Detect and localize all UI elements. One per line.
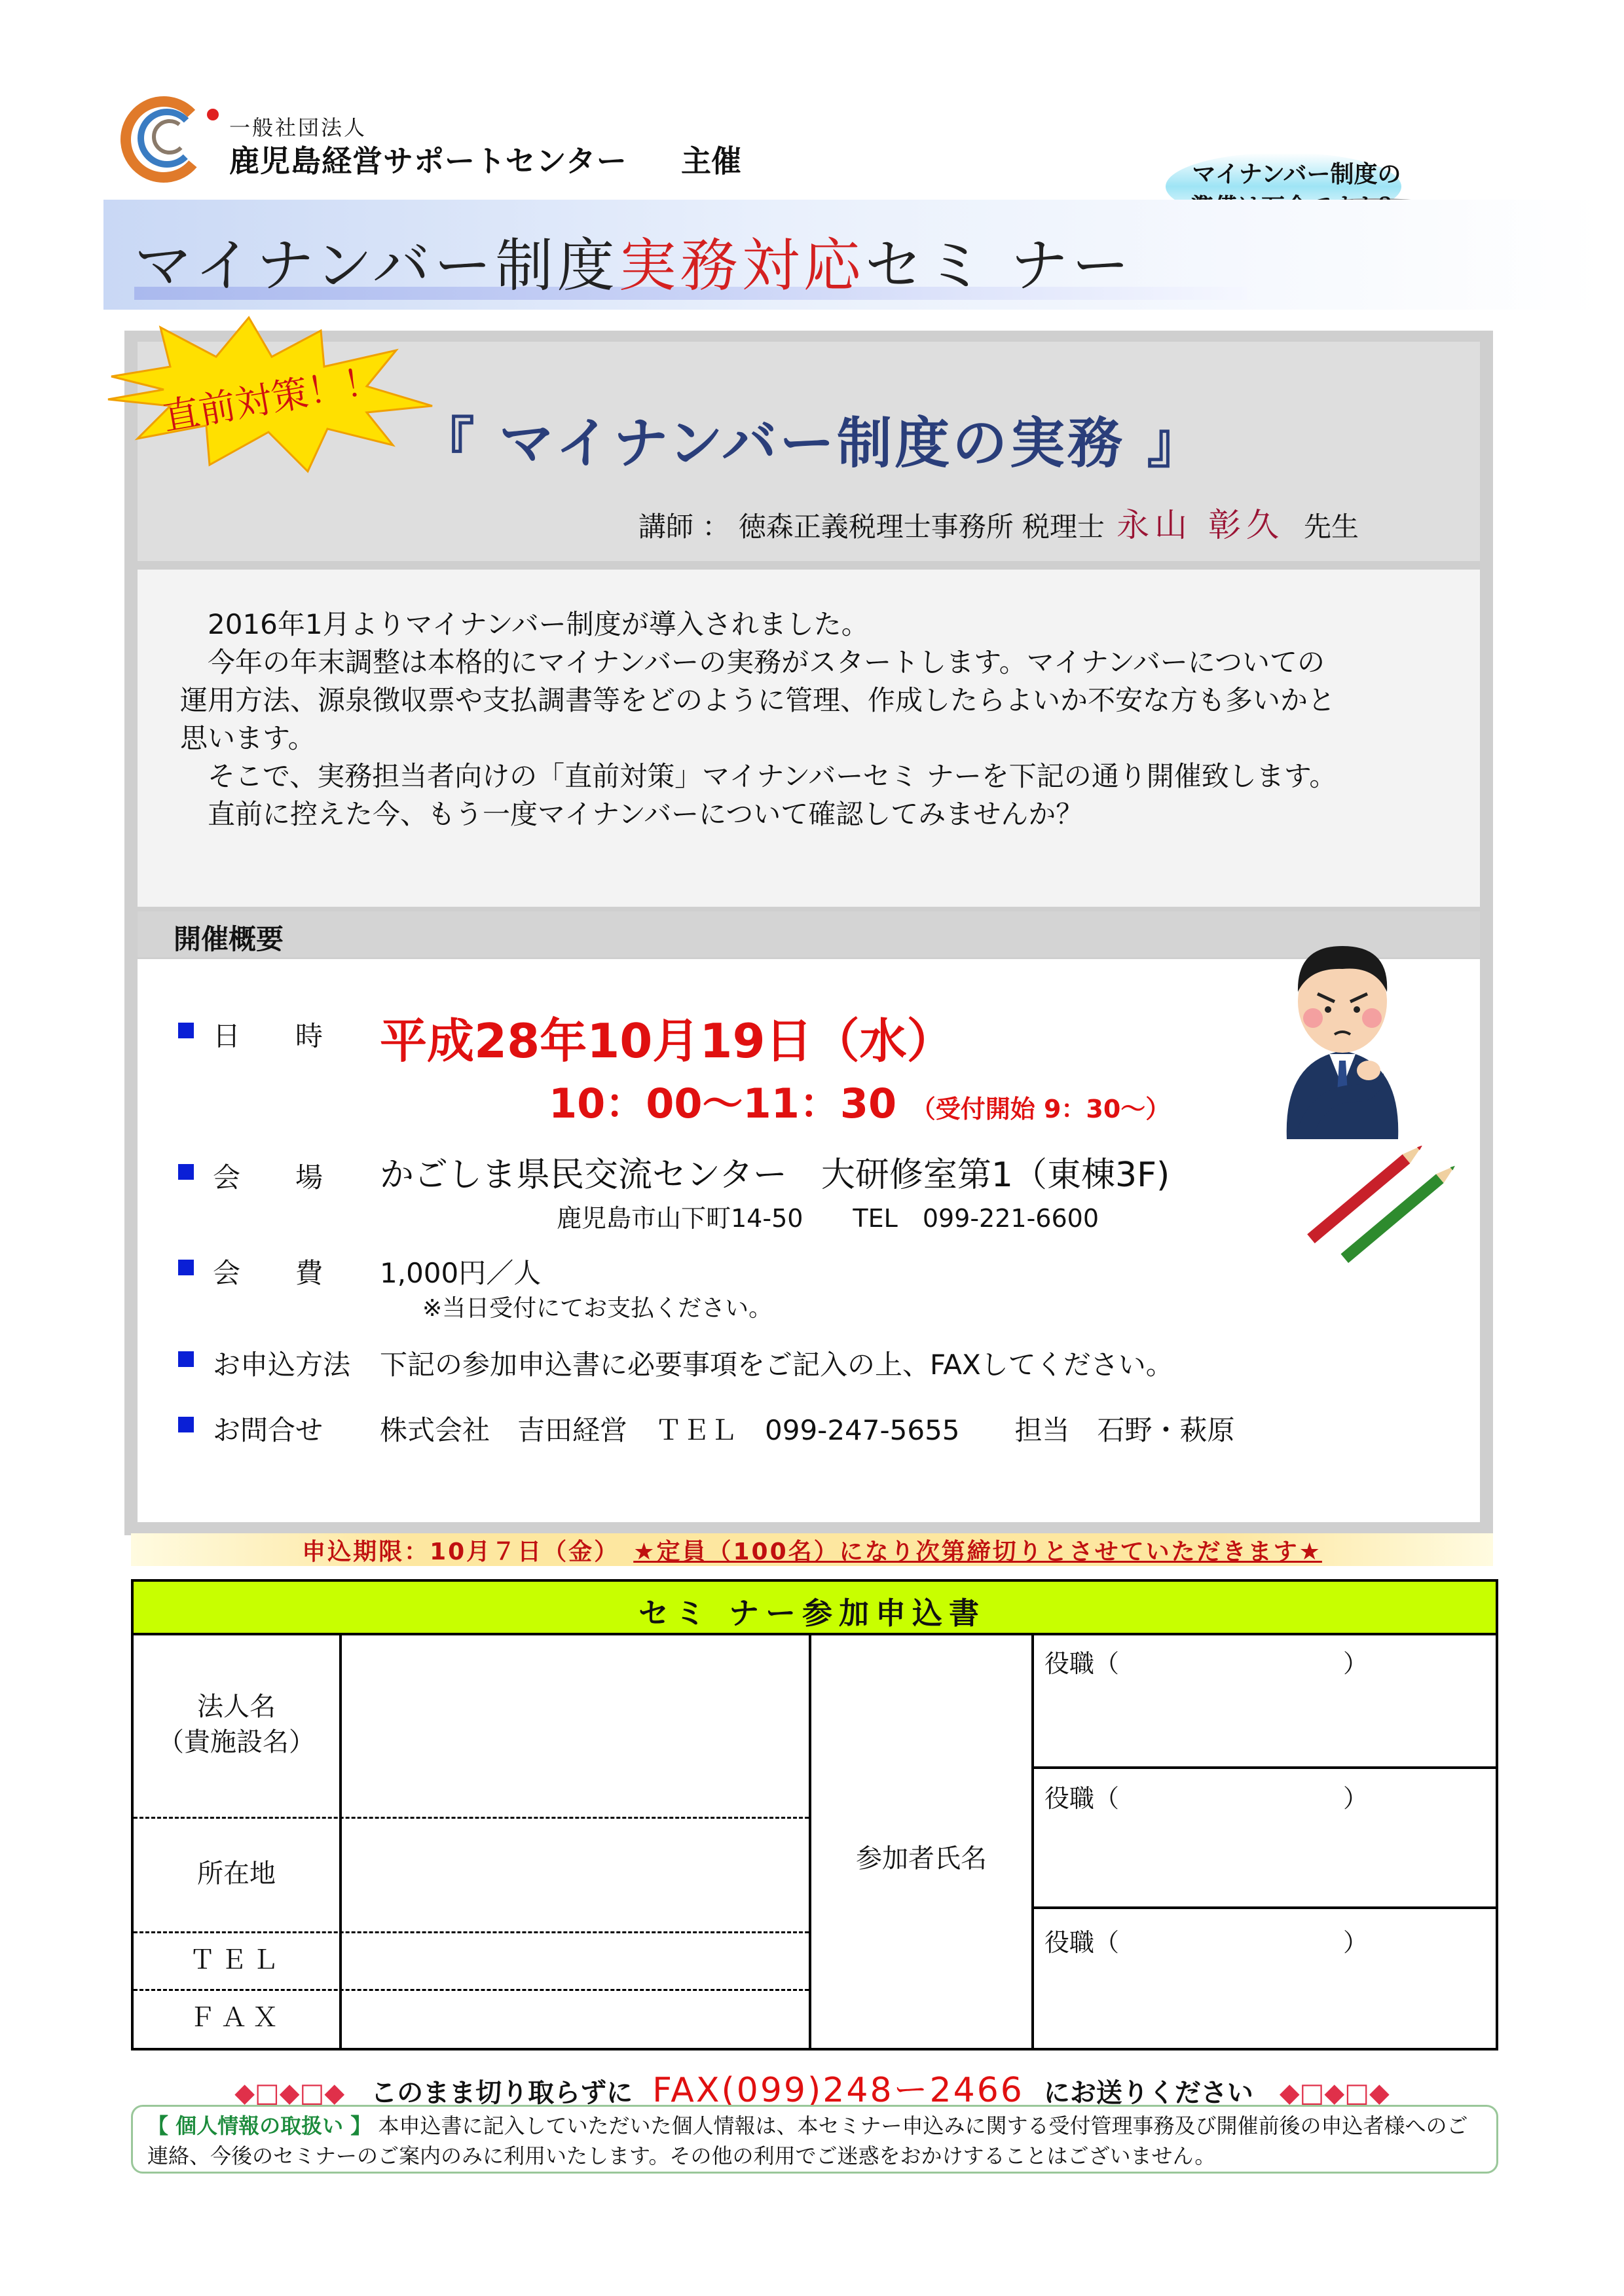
banner-title-part2: セミ ナー <box>864 232 1134 299</box>
corp-name-label <box>134 1689 339 1760</box>
fee-label: 会 費 <box>213 1257 323 1289</box>
position-3-label: 役職（ ） <box>1044 1928 1369 1957</box>
fax-text-1: このまま切り取らずに <box>371 2078 633 2108</box>
burst-text: 直前対策！！ <box>159 359 384 439</box>
lecturer-suffix: 先生 <box>1303 511 1359 543</box>
banner-title <box>134 220 1134 302</box>
bullet-square-icon <box>178 1260 194 1275</box>
venue-address: 鹿児島市山下町14-50 TEL 099-221-6600 <box>557 1204 1099 1233</box>
tel-field[interactable] <box>342 1934 807 1988</box>
privacy-heading: 【 個人情報の取扱い 】 <box>147 2113 372 2138</box>
organizer-prefix: 一般社団法人 <box>229 115 367 140</box>
venue-name: かごしま県民交流センター 大研修室第1（東棟3F) <box>380 1156 1170 1195</box>
outline-heading: 開催概要 <box>174 923 284 955</box>
bullet-square-icon <box>178 1023 194 1038</box>
privacy-text: 本申込書に記入していただいた個人情報は、本セミナー申込みに関する受付管理事務及び開催前後の申込者様へのご連絡、今後のセミナーのご案内のみに利用いたします。その他の利用でご迷惑をおかけすることはございません。 <box>147 2113 1468 2168</box>
contact-info: 株式会社 吉田経営 ＴＥＬ 099-247-5655 担当 石野・萩原 <box>380 1414 1235 1446</box>
privacy-notice <box>147 2111 1483 2171</box>
form-dashed-divider <box>134 1989 809 1991</box>
seminar-title: 『 マイナンバー制度の実務 』 <box>419 411 1205 475</box>
deco-right: ◆□◆□◆ <box>1279 2078 1390 2108</box>
address-label: 所在地 <box>197 1859 276 1889</box>
fax-field[interactable] <box>342 1992 807 2048</box>
banner-title-highlight: 実務対応 <box>618 232 865 299</box>
position-1-label: 役職（ ） <box>1044 1649 1369 1678</box>
event-time: 10：00〜11：30 <box>549 1080 897 1127</box>
fax-number: FAX(099)248ー2466 <box>652 2071 1024 2110</box>
form-dashed-divider <box>134 1931 809 1933</box>
organizer-name: 鹿児島経営サポートセンター <box>229 143 627 179</box>
participant-3-field[interactable] <box>1034 1909 1496 2048</box>
venue-label: 会 場 <box>213 1161 323 1194</box>
intro-line-2: 今年の年末調整は本格的にマイナンバーの実務がスタートします。マイナンバーについての <box>208 646 1325 678</box>
pencils-illustration <box>1300 1146 1464 1267</box>
corp-name-text: 法人名 <box>197 1692 276 1722</box>
lecturer-label: 講師 ： 徳森正義税理士事務所 税理士 <box>638 511 1105 543</box>
intro-text <box>180 606 1457 833</box>
callout-line-1: マイナンバー制度の <box>1192 161 1401 188</box>
form-title: セミ ナー参加申込書 <box>638 1595 986 1631</box>
tel-label: ＴＥＬ <box>189 1945 284 1975</box>
organizer-role: 主催 <box>681 143 741 179</box>
deco-left: ◆□◆□◆ <box>234 2078 345 2108</box>
participant-2-field[interactable] <box>1034 1769 1496 1905</box>
lecturer-line <box>638 499 1359 546</box>
corp-name-sub: （貴施設名） <box>158 1727 315 1757</box>
intro-line-5: そこで、実務担当者向けの「直前対策」マイナンバーセミ ナーを下記の通り開催致します。 <box>208 760 1337 792</box>
deadline-capacity: ★定員（100名）になり次第締切りとさせていただきます★ <box>633 1539 1322 1565</box>
organizer-logo <box>115 88 226 187</box>
intro-line-1: 2016年1月よりマイナンバー制度が導入されました。 <box>208 608 869 640</box>
deadline-date: 申込期限：10月７日（金） <box>302 1539 608 1565</box>
position-2-label: 役職（ ） <box>1044 1784 1369 1813</box>
lecturer-name: 永山 彰久 <box>1116 506 1284 544</box>
participant-label: 参加者氏名 <box>856 1844 987 1874</box>
fax-instruction <box>0 2062 1624 2111</box>
banner-title-part1: マイナンバー制度 <box>134 232 619 299</box>
form-dashed-divider <box>134 1817 809 1819</box>
event-time-line <box>549 1071 1170 1129</box>
fee-value: 1,000円／人 <box>380 1257 542 1289</box>
participant-1-field[interactable] <box>1034 1638 1496 1765</box>
fax-label: ＦＡＸ <box>189 2003 284 2033</box>
bullet-square-icon <box>178 1164 194 1180</box>
fee-note <box>422 1290 772 1323</box>
apply-method: 下記の参加申込書に必要事項をご記入の上、FAXしてください。 <box>380 1349 1173 1381</box>
intro-line-3: 運用方法、源泉徴収票や支払調書等をどのように管理、作成したらよいか不安な方も多いかと <box>180 684 1336 716</box>
corp-name-field[interactable] <box>342 1638 807 1816</box>
intro-line-4: 思います。 <box>180 722 316 754</box>
event-date: 平成28年10月19日（水） <box>380 1013 954 1068</box>
contact-label: お問合せ <box>213 1414 323 1446</box>
apply-label: お申込方法 <box>213 1349 351 1381</box>
deadline-text <box>0 1533 1624 1567</box>
bullet-square-icon <box>178 1351 194 1367</box>
reception-time: （受付開始 9：30〜） <box>910 1095 1171 1123</box>
bullet-square-icon <box>178 1417 194 1432</box>
address-field[interactable] <box>342 1819 807 1931</box>
fee-note-text: ※当日受付にてお支払ください。 <box>422 1295 773 1322</box>
fax-text-2: にお送りください <box>1043 2078 1253 2108</box>
intro-line-6: 直前に控えた今、もう一度マイナンバーについて確認してみませんか？ <box>208 798 1084 830</box>
date-label: 日 時 <box>213 1020 323 1052</box>
thinking-man-illustration <box>1277 930 1408 1139</box>
